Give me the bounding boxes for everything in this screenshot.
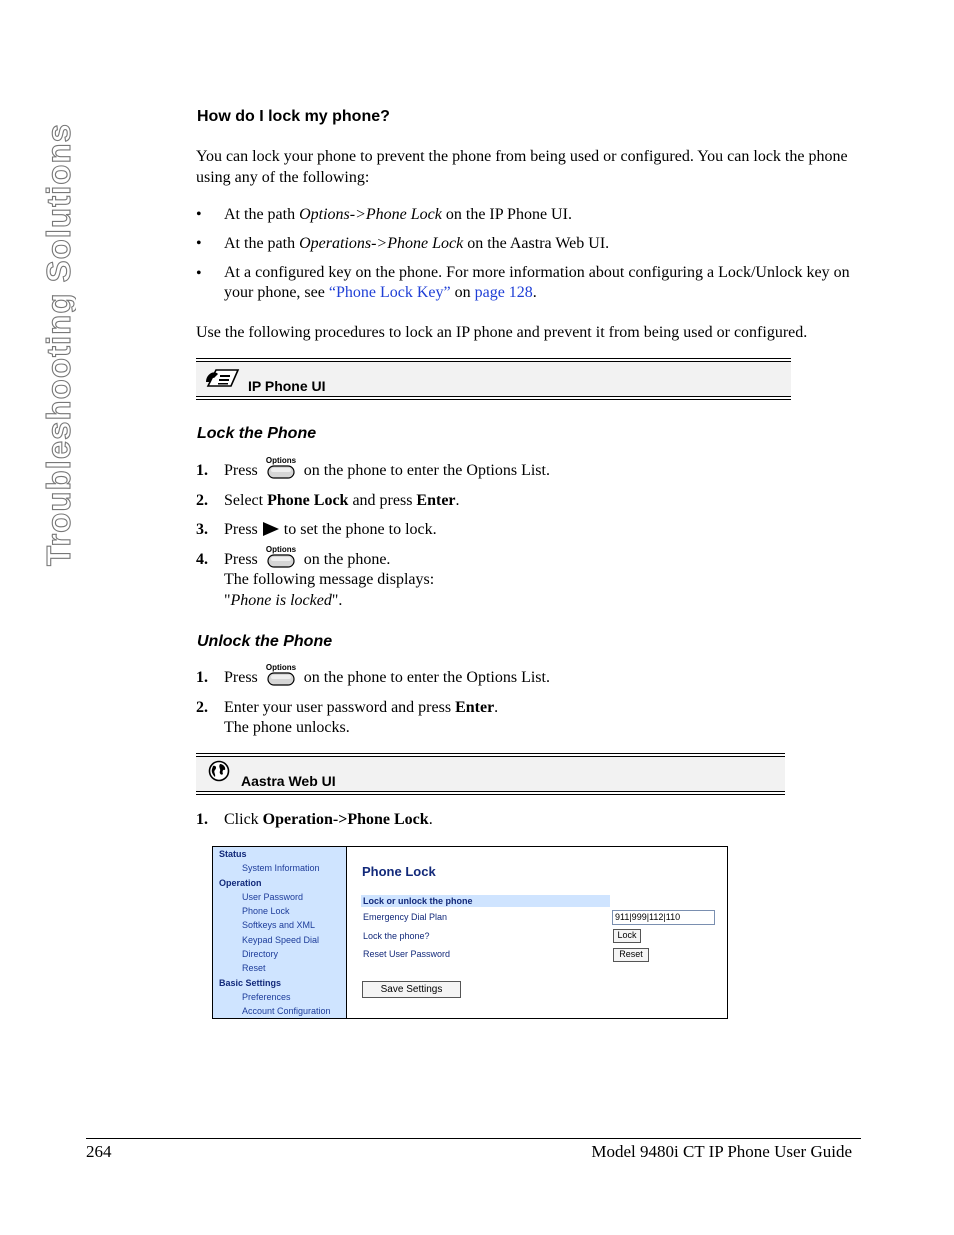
operation-phone-lock-term: Operation->Phone Lock xyxy=(262,811,429,828)
unlock-the-phone-heading: Unlock the Phone xyxy=(197,633,333,650)
step-4-message xyxy=(224,590,844,611)
bullet-dot: • xyxy=(196,265,202,282)
nav-reset[interactable]: Reset xyxy=(242,963,266,973)
locked-message: Phone is locked xyxy=(230,592,332,609)
enter-term: Enter xyxy=(455,699,495,716)
step-text: Press xyxy=(224,462,258,479)
bullet-1-tail: on the IP Phone UI. xyxy=(441,206,572,223)
ip-phone-ui-label: IP Phone UI xyxy=(248,378,326,394)
pane-title: Phone Lock xyxy=(362,864,436,879)
quote-open: " xyxy=(224,592,231,609)
nav-account-configuration[interactable]: Account Configuration xyxy=(242,1006,331,1016)
step-text: Press xyxy=(224,551,258,568)
step-period: . xyxy=(428,811,433,828)
nav-phone-lock[interactable]: Phone Lock xyxy=(242,906,290,916)
ip-phone-ui-bar xyxy=(196,358,791,400)
step-text-mid: and press xyxy=(348,492,417,509)
side-title xyxy=(40,108,76,570)
phone-lock-key-link[interactable]: “Phone Lock Key” xyxy=(328,284,451,301)
step-number: 1. xyxy=(196,811,208,828)
step-text-tail: to set the phone to lock. xyxy=(283,521,437,538)
lock-button[interactable]: Lock xyxy=(613,929,641,943)
options-key-label: Options xyxy=(265,663,296,673)
save-settings-button[interactable]: Save Settings xyxy=(362,981,461,998)
options-key-label: Options xyxy=(265,456,296,466)
nav-operation[interactable]: Operation xyxy=(219,878,262,888)
nav-system-information[interactable]: System Information xyxy=(242,863,320,873)
step-number: 4. xyxy=(196,551,208,568)
nav-status[interactable]: Status xyxy=(219,849,247,859)
lock-the-phone-heading: Lock the Phone xyxy=(197,425,317,442)
reset-password-label: Reset User Password xyxy=(363,949,451,959)
emergency-label: Emergency Dial Plan xyxy=(363,912,448,922)
globe-icon xyxy=(208,760,230,782)
side-title-text: Troubleshooting Solutions xyxy=(40,123,76,566)
section-header: Lock or unlock the phone xyxy=(361,895,610,907)
right-arrow-icon xyxy=(262,522,280,536)
bullet-2-tail: on the Aastra Web UI. xyxy=(463,235,610,252)
step-2-line-2: The phone unlocks. xyxy=(224,719,350,736)
emergency-input[interactable]: 911|999|112|110 xyxy=(612,910,715,925)
guide-title: Model 9480i CT IP Phone User Guide xyxy=(591,1142,852,1161)
phone-lock-term: Phone Lock xyxy=(267,492,349,509)
quote-close: ". xyxy=(331,592,343,609)
step-text: Click xyxy=(224,811,263,828)
step-text-tail: on the phone to enter the Options List. xyxy=(303,462,550,479)
step-number: 2. xyxy=(196,699,208,716)
bullet-dot: • xyxy=(196,206,202,223)
web-ui-nav xyxy=(213,847,347,1018)
lock-question-label: Lock the phone? xyxy=(363,931,430,941)
options-key-icon xyxy=(264,544,298,570)
nav-directory[interactable]: Directory xyxy=(242,949,279,959)
intro-paragraph: You can lock your phone to prevent the phone from being used or configured. You can lock the phone using any of the following: xyxy=(196,148,848,186)
page-128-link[interactable]: page 128 xyxy=(474,284,533,301)
bullet-3-period: . xyxy=(532,284,537,301)
bullet-2-path: Operations->Phone Lock xyxy=(299,235,464,252)
step-number: 2. xyxy=(196,492,208,509)
step-text: Enter your user password and press xyxy=(224,699,456,716)
enter-term: Enter xyxy=(416,492,456,509)
bullet-3-text: At a configured key on the phone. For more information about configuring a Lock/Unlock key on your phone, see xyxy=(224,264,850,301)
bullet-dot: • xyxy=(196,235,202,252)
page-number: 264 xyxy=(86,1142,112,1161)
bullet-3-on: on xyxy=(450,284,475,301)
aastra-web-ui-label: Aastra Web UI xyxy=(241,773,336,789)
step-text-tail: on the phone to enter the Options List. xyxy=(303,669,550,686)
bullet-2-text: At the path xyxy=(224,235,300,252)
step-text-tail: on the phone. xyxy=(303,551,391,568)
reset-button[interactable]: Reset xyxy=(613,948,649,962)
nav-keypad-speed-dial[interactable]: Keypad Speed Dial xyxy=(242,935,320,945)
step-text: Press xyxy=(224,521,258,538)
footer-rule xyxy=(86,1138,861,1139)
step-number: 1. xyxy=(196,669,208,686)
procedures-intro: Use the following procedures to lock an IP phone and prevent it from being used or configured. xyxy=(196,324,808,341)
options-key-icon xyxy=(264,455,298,481)
options-key-label: Options xyxy=(265,545,296,555)
step-4-line-2: The following message displays: xyxy=(224,571,435,588)
nav-basic-settings[interactable]: Basic Settings xyxy=(219,978,282,988)
web-ui-screenshot xyxy=(212,846,728,1019)
aastra-web-ui-bar xyxy=(196,753,785,795)
step-number: 3. xyxy=(196,521,208,538)
step-period: . xyxy=(455,492,460,509)
step-number: 1. xyxy=(196,462,208,479)
step-text: Select xyxy=(224,492,268,509)
step-text: Press xyxy=(224,669,258,686)
options-key-icon xyxy=(264,662,298,688)
phone-icon xyxy=(204,366,242,392)
section-question-heading: How do I lock my phone? xyxy=(197,108,390,125)
bullet-1-path: Options->Phone Lock xyxy=(299,206,442,223)
nav-user-password[interactable]: User Password xyxy=(242,892,304,902)
step-period: . xyxy=(494,699,499,716)
nav-preferences[interactable]: Preferences xyxy=(242,992,291,1002)
nav-softkeys-and-xml[interactable]: Softkeys and XML xyxy=(242,920,316,930)
bullet-1-text: At the path xyxy=(224,206,300,223)
